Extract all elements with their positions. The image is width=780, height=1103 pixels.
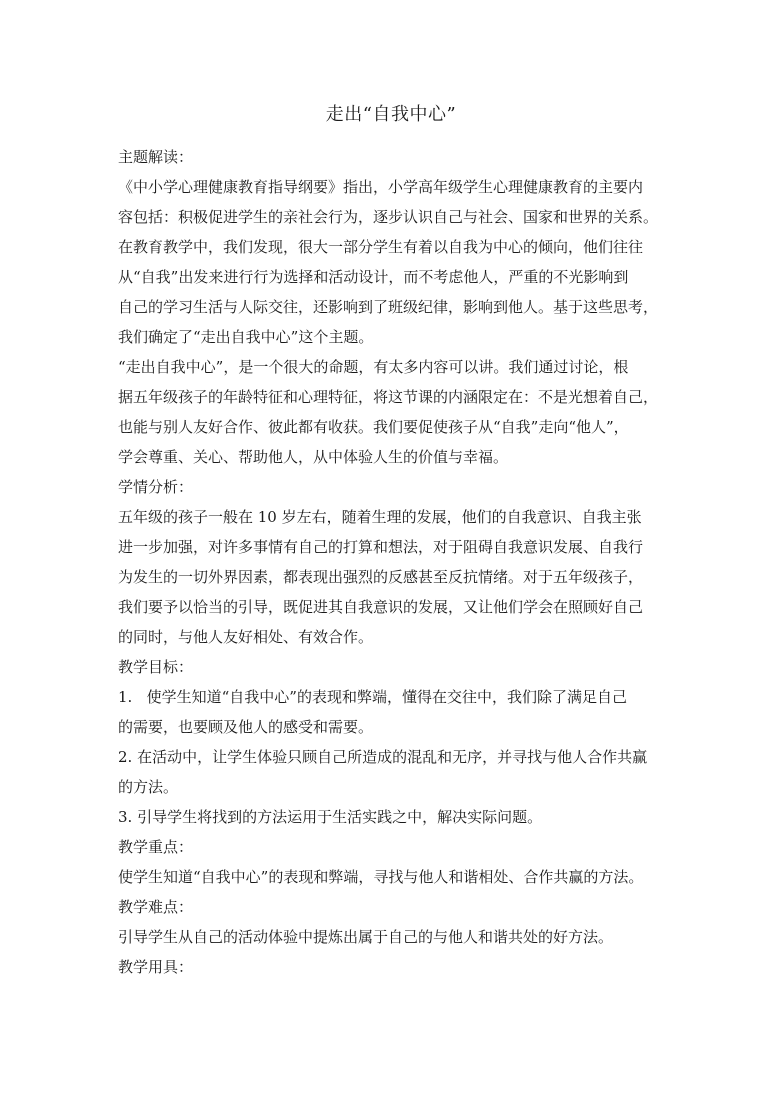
paragraph-line: 从“自我”出发来进行行为选择和活动设计，而不考虑他人，严重的不光影响到 bbox=[118, 268, 629, 286]
paragraph-line: 使学生知道“自我中心”的表现和弊端，寻找与他人和谐相处、合作共赢的方法。 bbox=[118, 868, 644, 886]
list-item-line: 1. 使学生知道“自我中心”的表现和弊端，懂得在交往中，我们除了满足自己 bbox=[118, 688, 627, 706]
paragraph-line: 在教育教学中，我们发现，很大一部分学生有着以自我为中心的倾向，他们往往 bbox=[118, 238, 644, 256]
document-title: 走出“自我中心” bbox=[325, 104, 457, 125]
paragraph-line: 引导学生从自己的活动体验中提炼出属于自己的与他人和谐共处的好方法。 bbox=[118, 928, 614, 946]
list-item-line: 2. 在活动中，让学生体验只顾自己所造成的混乱和无序，并寻找与他人合作共赢 bbox=[118, 748, 648, 766]
paragraph-line: 据五年级孩子的年龄特征和心理特征，将这节课的内涵限定在：不是光想着自己， bbox=[118, 388, 659, 406]
document-page bbox=[118, 102, 664, 982]
paragraph-line: 进一步加强，对许多事情有自己的打算和想法，对于阻碍自我意识发展、自我行 bbox=[118, 538, 644, 556]
list-item-line: 的需要，也要顾及他人的感受和需要。 bbox=[118, 718, 374, 736]
list-item-line: 3. 引导学生将找到的方法运用于生活实践之中，解决实际问题。 bbox=[118, 808, 543, 826]
section-heading-materials: 教学用具： bbox=[118, 958, 194, 976]
paragraph-line: 为发生的一切外界因素，都表现出强烈的反感甚至反抗情绪。对于五年级孩子， bbox=[118, 568, 644, 586]
section-heading-goals: 教学目标： bbox=[118, 658, 194, 676]
paragraph-line: 我们要予以恰当的引导，既促进其自我意识的发展，又让他们学会在照顾好自己 bbox=[118, 598, 644, 616]
paragraph-line: 我们确定了“走出自我中心”这个主题。 bbox=[118, 328, 374, 346]
section-heading-theme: 主题解读： bbox=[118, 148, 194, 166]
section-heading-analysis: 学情分析： bbox=[118, 478, 194, 496]
paragraph-line: 也能与别人友好合作、彼此都有收获。我们要促使孩子从“自我”走向“他人”， bbox=[118, 418, 629, 436]
paragraph-line: 容包括：积极促进学生的亲社会行为，逐步认识自己与社会、国家和世界的关系。 bbox=[118, 208, 659, 226]
paragraph-line: 五年级的孩子一般在 10 岁左右，随着生理的发展，他们的自我意识、自我主张 bbox=[118, 508, 642, 526]
list-item-line: 的方法。 bbox=[118, 778, 179, 796]
paragraph-line: 学会尊重、关心、帮助他人，从中体验人生的价值与幸福。 bbox=[118, 448, 509, 466]
paragraph-line: 自己的学习生活与人际交往，还影响到了班级纪律，影响到他人。基于这些思考， bbox=[118, 298, 659, 316]
section-heading-difficulties: 教学难点： bbox=[118, 898, 194, 916]
paragraph-line: 《中小学心理健康教育指导纲要》指出，小学高年级学生心理健康教育的主要内 bbox=[118, 178, 644, 196]
paragraph-line: 的同时，与他人友好相处、有效合作。 bbox=[118, 628, 374, 646]
paragraph-line: “走出自我中心”，是一个很大的命题，有太多内容可以讲。我们通过讨论，根 bbox=[118, 358, 629, 376]
section-heading-key-points: 教学重点： bbox=[118, 838, 194, 856]
